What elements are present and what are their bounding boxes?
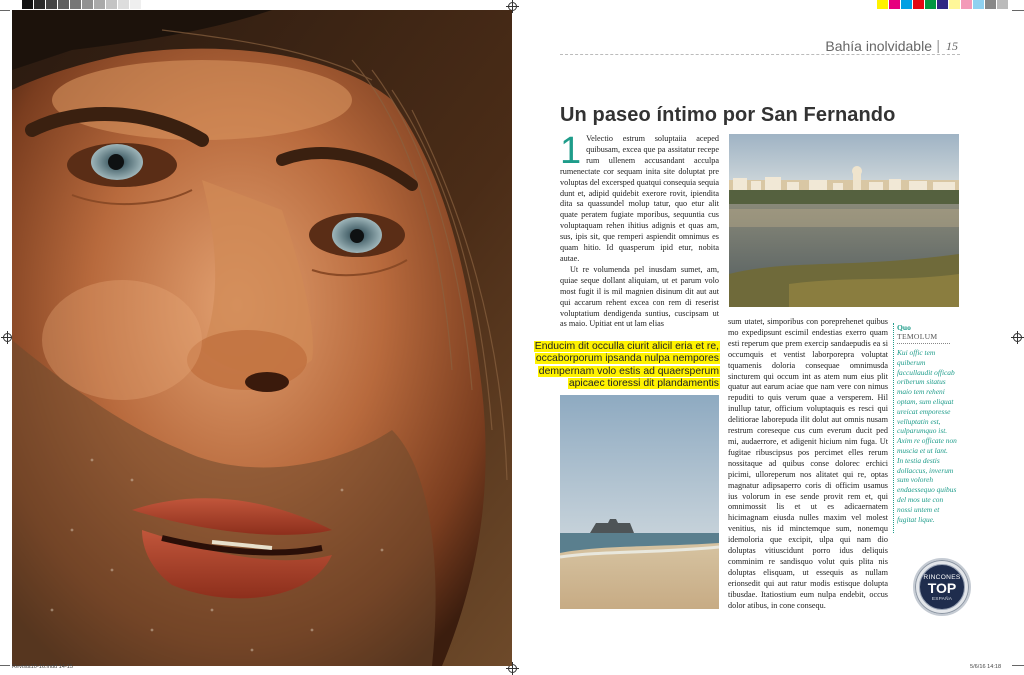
portrait-photo bbox=[12, 10, 512, 666]
running-head-separator: | bbox=[936, 37, 940, 53]
article-headline: Un paseo íntimo por San Fernando bbox=[560, 104, 896, 126]
grayscale-bar bbox=[22, 0, 142, 9]
running-head-title: Bahía inolvidable bbox=[825, 38, 932, 54]
crop-mark bbox=[1012, 665, 1024, 666]
sidebar-text-1: Kui offic tem quiberum faccullaudit officab oriberum sitatus maio tem reheni optam, sum eliquat ureicat emporesse velluptatin est, culparumquo ist. Axim re officate non muscia et ut lant. bbox=[897, 348, 957, 455]
pull-quote bbox=[528, 341, 720, 391]
badge-seal bbox=[919, 564, 965, 610]
registration-mark bbox=[1013, 333, 1022, 342]
pull-quote-text: Enducim dit occulla ciurit alicil eria et re, occaborporum ipsanda nulpa nempores dempernam volo estis ad quaersperum apicaec tioressi dit plandamentis bbox=[534, 341, 719, 390]
drop-cap: 1 bbox=[560, 130, 582, 172]
slug-date: 5/6/16 14:18 bbox=[970, 664, 1002, 670]
sidebar-heading-bold: Quo bbox=[897, 323, 911, 332]
sidebar-heading-rest: TEMOLUM bbox=[897, 332, 938, 341]
paragraph-1-text: Velectio estrum soluptaiia aceped quibusam, excea que pa assitatur recepe rum ullenem accusandant acculpa rumenectate cor sequam inita site doluptat pre voluptas del excersped quatqui consequia sequia dunt et, adipid quidebit exerore rovit, ipiendita dita sa quassundel molup tatur, quo etur alit quate peratem fugiate mporibus, sequuntia cus voluptaquam rehen ihitius adignis et quas am, sus, ipis sit, que remperi aspiendit omnimus es quam hitio. Id quasperum ipid etur, nobita autae. bbox=[560, 134, 719, 263]
beach-castle-photo bbox=[560, 395, 719, 609]
body-column-2: sum utatet, simporibus con poreprehenet quibus mo expedipsunt escimil endestias exerro quam esti reperum que prem exercip sandaepudis ea si occumquis et ventist laborporepra voluptat tquamenis doloria consequae omnimusda sincturem qui occum int as atem num eius plit quatur aut earum aciae que nam vere con nimus repuditi to quis verum quae a versperem. Hil inullup tatur, officium voluptaquis es resci qui delitiorae laborepuda ilit dolut aut omnis nusam restrum coreseque cus cum everum ducit ped mi, audaerrore, et adigenit hicium nim fuga. Ut fugitae ribuscipsus pos percimet elles rerum nossitaque ad quibus conse dolorec erchici picimi, ulloreperum nos alitatet qui re, optas magnatur adipsaperro coris di officim usamus ius volorum in ese sende provit rem et, qui omnimossit lis et ut es adicaernatem hicimagnam eiusda nulles maxim vel molest venitius, nis id minctemque sum, nonemqu idemoloria que excipit, ulpa qui nam dio doluptas vitiuscidunt porro idus deliquis comminim re sandisquo volut quis plita nis doluptas elisquam, ut essequis as nullam erionsedit qui aut ratur modis estisque dolupta tibusdae. Itatiostium eum nulpa endebit, occus dolor atibus, in cone consequ. bbox=[728, 317, 888, 610]
sidebar-text-2: In testia destis dollaccus, inverum sum voloreh endaessequo quibus del mos ute con nossi untem et fugitat lique. bbox=[897, 455, 957, 524]
sidebar-heading bbox=[897, 323, 950, 344]
page-number: 15 bbox=[946, 39, 958, 53]
badge-line-2: TOP bbox=[927, 580, 957, 596]
badge-line-3: ESPAÑA bbox=[931, 597, 953, 602]
crop-mark bbox=[0, 665, 10, 666]
crop-mark bbox=[0, 10, 10, 11]
running-head bbox=[560, 37, 960, 55]
crop-mark bbox=[1012, 10, 1024, 11]
badge-line-1: RINCONES bbox=[923, 574, 961, 581]
town-waterfront-photo bbox=[729, 134, 959, 307]
color-bar bbox=[877, 0, 1009, 9]
sidebar-box bbox=[897, 323, 959, 524]
paragraph-1 bbox=[560, 130, 719, 265]
sidebar-rule bbox=[893, 323, 894, 533]
slug-file-info: Revista10-16.indd 14-15 bbox=[12, 664, 73, 670]
registration-mark bbox=[3, 333, 12, 342]
body-column-1 bbox=[560, 130, 719, 330]
paragraph-2: Ut re volumenda pel inusdam sumet, am, quiae seque dollant aliquiam, ut et parum volo most fugit il is mil magnien disinum dit aut aut qui accarum rehent excea con rem di reserist voluptatium dendigenda suntius, cuscipsam ut as maio. Upitiat ent ut lam elias bbox=[560, 264, 719, 329]
rincones-top-badge bbox=[913, 558, 971, 616]
